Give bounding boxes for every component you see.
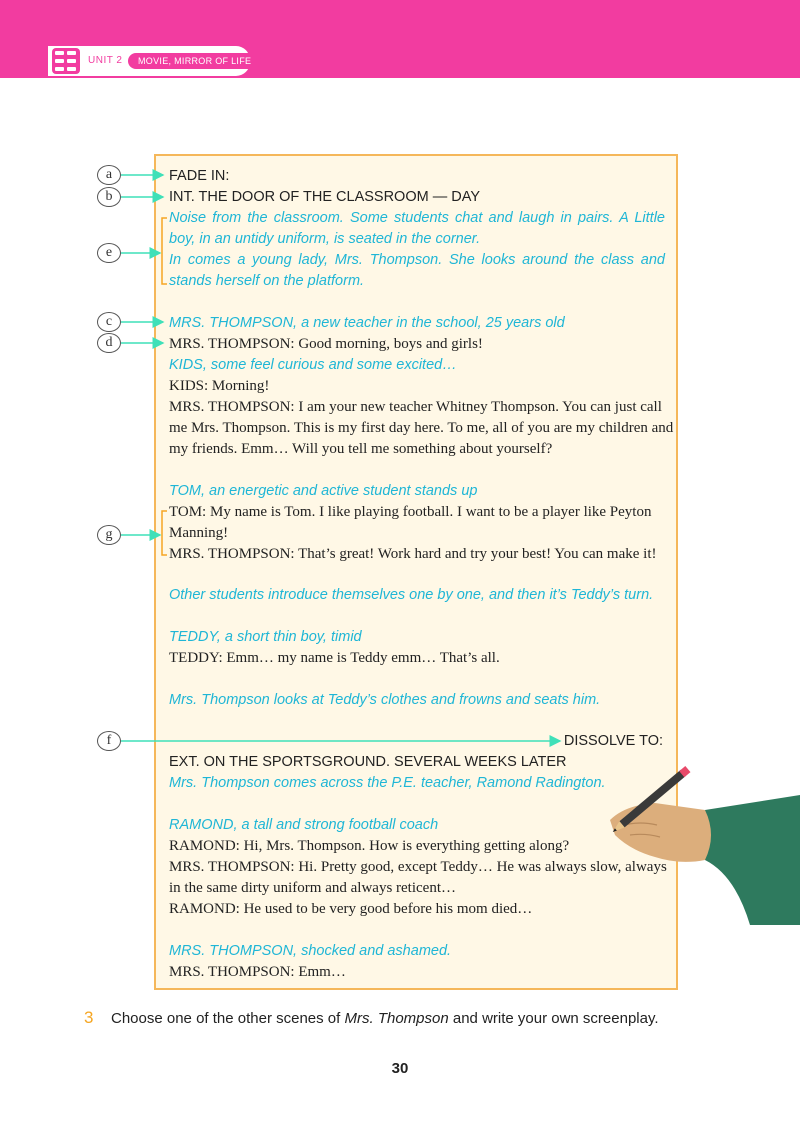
- instruction-text-after: and write your own screenplay.: [448, 1010, 659, 1027]
- hand-pencil-illustration: [585, 765, 800, 925]
- dialogue-thompson-3: MRS. THOMPSON: That’s great! Work hard and try your best! You can make it!: [169, 546, 657, 562]
- marker-b: b: [97, 187, 121, 207]
- marker-a: a: [97, 165, 121, 185]
- dialogue-teddy: TEDDY: Emm… my name is Teddy emm… That’s all.: [169, 650, 500, 666]
- marker-f: f: [97, 731, 121, 751]
- dialogue-thompson-2a: MRS. THOMPSON: I am your new teacher Whitney Thompson. You can just call: [169, 399, 662, 415]
- dialogue-thompson-1: MRS. THOMPSON: Good morning, boys and girls!: [169, 336, 483, 352]
- book-logo-icon: [52, 48, 80, 74]
- dialogue-thompson-2b: me Mrs. Thompson. This is my first day here. To me, all of you are my children and: [169, 420, 674, 436]
- instruction-text-italic: Mrs. Thompson: [344, 1010, 449, 1027]
- action-2b: stands herself on the platform.: [169, 273, 365, 289]
- dialogue-thompson-4b: in the same dirty uniform and always reticent…: [169, 880, 456, 896]
- character-intro-tom: TOM, an energetic and active student stands up: [169, 483, 478, 499]
- action-1a: Noise from the classroom. Some students chat and laugh in pairs. A Little: [169, 210, 665, 226]
- instruction-text: [111, 1010, 659, 1027]
- scene-heading-1: INT. THE DOOR OF THE CLASSROOM — DAY: [169, 189, 480, 205]
- character-intro-thompson: MRS. THOMPSON, a new teacher in the school, 25 years old: [169, 315, 565, 331]
- action-5: Mrs. Thompson comes across the P.E. teacher, Ramond Radington.: [169, 775, 606, 791]
- fade-in: FADE IN:: [169, 168, 230, 184]
- character-reaction-thompson: MRS. THOMPSON, shocked and ashamed.: [169, 943, 452, 959]
- marker-g: g: [97, 525, 121, 545]
- action-4: Mrs. Thompson looks at Teddy’s clothes and frowns and seats him.: [169, 692, 601, 708]
- marker-c: c: [97, 312, 121, 332]
- character-intro-kids: KIDS, some feel curious and some excited…: [169, 357, 457, 373]
- page-number: 30: [391, 1060, 409, 1077]
- dialogue-thompson-4a: MRS. THOMPSON: Hi. Pretty good, except Teddy… He was always slow, always: [169, 859, 667, 875]
- character-intro-teddy: TEDDY, a short thin boy, timid: [169, 629, 362, 645]
- dialogue-ramond-2: RAMOND: He used to be very good before his mom died…: [169, 901, 533, 917]
- action-2a: In comes a young lady, Mrs. Thompson. She looks around the class and: [169, 252, 665, 268]
- dialogue-kids: KIDS: Morning!: [169, 378, 270, 394]
- dialogue-thompson-2c: my friends. Emm… Will you tell me something about yourself?: [169, 441, 553, 457]
- unit-title: MOVIE, MIRROR OF LIFE: [128, 53, 261, 69]
- instruction-text-before: Choose one of the other scenes of: [111, 1010, 345, 1027]
- dialogue-tom-b: Manning!: [169, 525, 229, 541]
- dialogue-tom-a: TOM: My name is Tom. I like playing football. I want to be a player like Peyton: [169, 504, 652, 520]
- dialogue-thompson-5: MRS. THOMPSON: Emm…: [169, 964, 346, 980]
- action-3: Other students introduce themselves one by one, and then it’s Teddy’s turn.: [169, 587, 654, 603]
- dialogue-ramond-1: RAMOND: Hi, Mrs. Thompson. How is everything getting along?: [169, 838, 570, 854]
- instruction-number: 3: [84, 1008, 94, 1027]
- character-intro-ramond: RAMOND, a tall and strong football coach: [169, 817, 439, 833]
- unit-label: UNIT 2: [88, 55, 123, 66]
- scene-heading-2: EXT. ON THE SPORTSGROUND. SEVERAL WEEKS LATER: [169, 754, 567, 770]
- marker-e: e: [97, 243, 121, 263]
- marker-d: d: [97, 333, 121, 353]
- transition-dissolve: DISSOLVE TO:: [563, 733, 663, 749]
- action-1b: boy, in an untidy uniform, is seated in the corner.: [169, 231, 481, 247]
